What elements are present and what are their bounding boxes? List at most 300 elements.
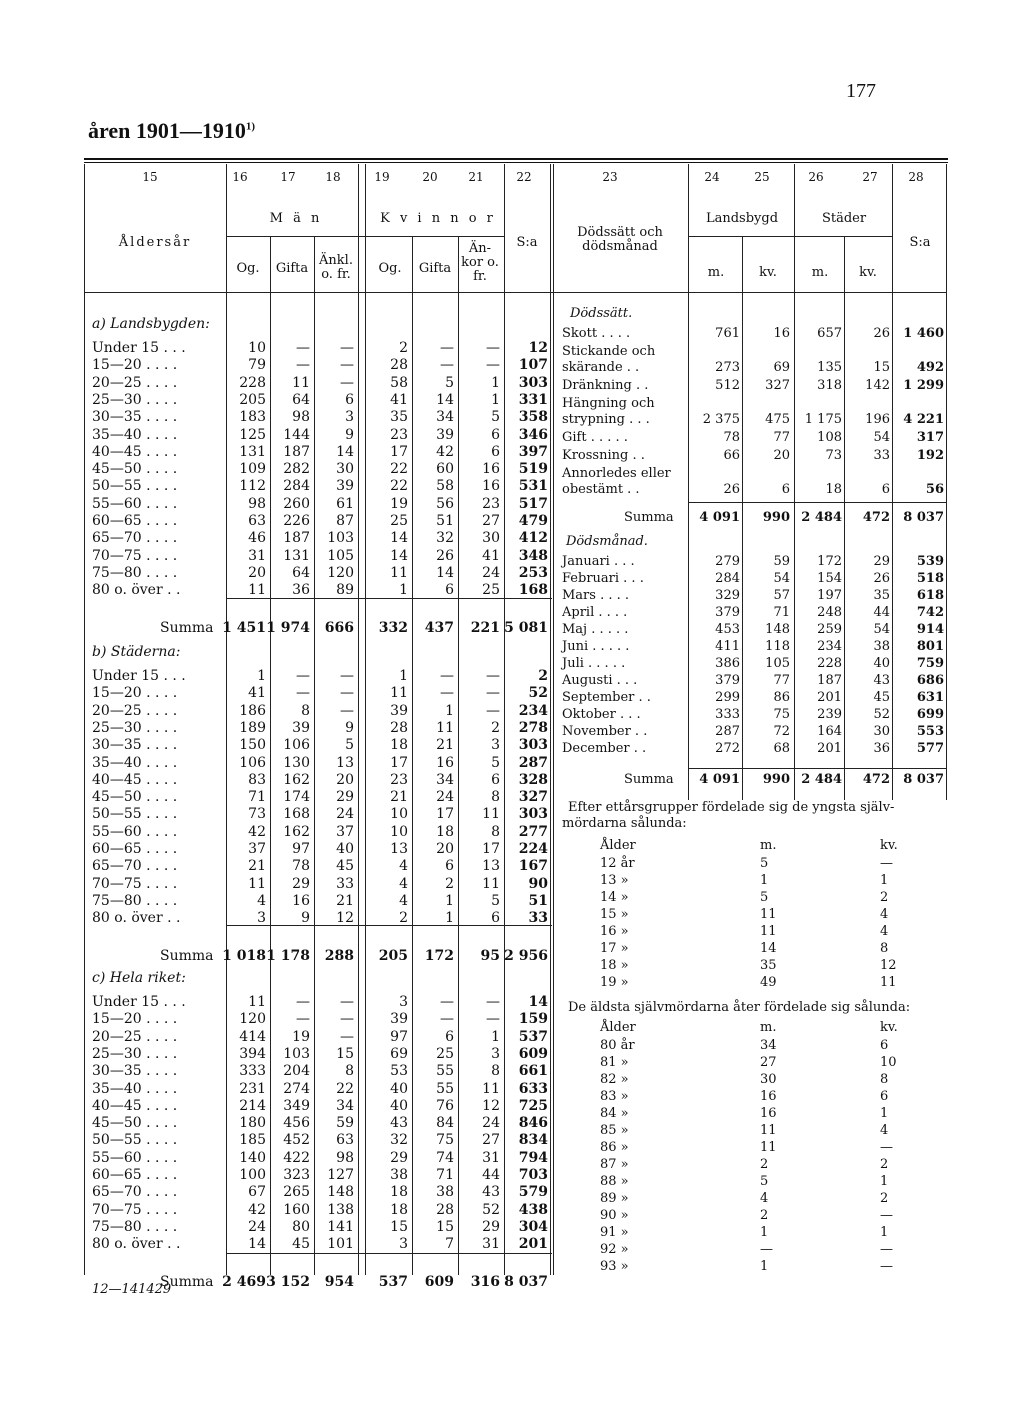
month-value: 71: [773, 605, 790, 620]
cell-value: 97: [390, 1028, 408, 1045]
cell-value: 36: [292, 582, 310, 599]
month-label: November . .: [562, 724, 648, 739]
grid-vline: [946, 164, 947, 800]
cell-value: —: [340, 374, 354, 391]
old-cell: 80 år: [600, 1038, 635, 1053]
cell-value: 109: [239, 461, 266, 478]
cell-value: 703: [518, 1167, 548, 1183]
young-cell: 5: [760, 890, 769, 905]
dodssatt-value: 761: [715, 326, 740, 341]
cell-value: 187: [283, 530, 310, 547]
cell-value: 140: [239, 1149, 266, 1166]
cell-value: 98: [336, 1149, 354, 1166]
cell-value: 45: [292, 1236, 310, 1253]
cell-value: 71: [436, 1167, 454, 1183]
dodssatt-value: 318: [817, 378, 842, 393]
age-label: Under 15 . . .: [92, 340, 186, 356]
summa-label: Summa: [624, 510, 674, 525]
dodssatt-value: 66: [723, 448, 740, 463]
cell-value: 517: [518, 495, 548, 512]
header-man: M ä n: [269, 211, 323, 226]
month-value: 379: [715, 605, 740, 620]
cell-value: 167: [518, 858, 548, 875]
cell-value: 11: [248, 994, 266, 1010]
cell-value: —: [486, 340, 500, 356]
cell-value: 10: [390, 806, 408, 823]
cell-value: 358: [518, 409, 548, 426]
dodssatt-value: 78: [723, 430, 740, 445]
month-value: 539: [916, 554, 944, 569]
cell-value: 16: [292, 892, 310, 909]
cell-value: 422: [283, 1149, 310, 1166]
cell-value: 6: [445, 1028, 454, 1045]
column-number: 24: [704, 170, 720, 184]
cell-value: —: [486, 994, 500, 1010]
table-row: [0, 1011, 560, 1028]
cell-value: 43: [482, 1184, 500, 1201]
cell-value: 21: [248, 858, 266, 875]
month-value: 686: [916, 673, 944, 688]
table-row: [0, 755, 560, 772]
section-title: c) Hela riket:: [92, 970, 186, 986]
cell-value: 29: [336, 789, 354, 806]
cell-value: 6: [445, 582, 454, 599]
cell-value: 8: [491, 789, 500, 806]
cell-value: 6: [491, 426, 500, 443]
cell-value: 46: [248, 530, 266, 547]
age-label: 20—25 . . . .: [92, 702, 178, 719]
young-cell: 1: [880, 873, 889, 888]
cell-value: 6: [491, 771, 500, 788]
cell-value: 274: [283, 1080, 310, 1097]
column-number: 19: [374, 170, 390, 184]
young-cell: 18 »: [600, 958, 629, 973]
cell-value: 452: [283, 1132, 310, 1149]
cell-value: 234: [518, 702, 548, 719]
column-number: 18: [325, 170, 341, 184]
cell-value: 11: [482, 806, 500, 823]
dodssatt-label: obestämt . .: [562, 482, 640, 497]
cell-value: 24: [482, 564, 500, 581]
month-value: 299: [715, 690, 740, 705]
dodssatt-label: Stickande och: [562, 344, 656, 359]
summa-value: 472: [862, 510, 890, 525]
header-ankor: Än- kor o. fr.: [461, 241, 499, 284]
young-cell: 2: [880, 890, 889, 905]
cell-value: 27: [482, 1132, 500, 1149]
table-row: [0, 1167, 560, 1184]
grid-vline: [844, 236, 845, 800]
young-cell: 8: [880, 941, 889, 956]
month-value: 68: [773, 741, 790, 756]
cell-value: 39: [336, 478, 354, 495]
dodssatt-value: 20: [773, 448, 790, 463]
cell-value: 5: [345, 737, 354, 754]
cell-value: 100: [239, 1167, 266, 1183]
cell-value: 12: [482, 1097, 500, 1114]
month-value: 386: [715, 656, 740, 671]
cell-value: 42: [248, 1201, 266, 1218]
cell-value: 519: [518, 461, 548, 478]
old-cell: 1: [880, 1174, 889, 1189]
cell-value: 21: [436, 737, 454, 754]
cell-value: 60: [436, 461, 454, 478]
cell-value: 412: [518, 530, 548, 547]
month-label: Januari . . .: [562, 554, 635, 569]
cell-value: 22: [390, 478, 408, 495]
cell-value: —: [486, 1011, 500, 1028]
cell-value: 131: [239, 443, 266, 460]
old-header: kv.: [880, 1020, 898, 1035]
cell-value: —: [340, 1028, 354, 1045]
cell-value: 34: [336, 1097, 354, 1114]
cell-value: 74: [436, 1149, 454, 1166]
sum-value: 1 178: [266, 947, 310, 964]
table-row: [0, 1150, 560, 1167]
cell-value: 51: [436, 513, 454, 529]
cell-value: 28: [390, 719, 408, 736]
column-number: 17: [280, 170, 296, 184]
cell-value: 29: [390, 1149, 408, 1166]
month-value: 154: [817, 571, 842, 586]
dodssatt-label: Krossning . .: [562, 448, 645, 463]
cell-value: 8: [491, 823, 500, 840]
month-value: 287: [715, 724, 740, 739]
cell-value: 51: [528, 892, 548, 909]
sum-value: 2 956: [504, 947, 548, 964]
age-label: 65—70 . . . .: [92, 1184, 178, 1201]
old-cell: 90 »: [600, 1208, 629, 1223]
old-cell: 11: [760, 1140, 777, 1155]
cell-value: 633: [518, 1080, 548, 1097]
cell-value: 1: [257, 668, 266, 684]
cell-value: 78: [292, 858, 310, 875]
header-gifta: Gifta: [275, 261, 309, 276]
cell-value: 14: [248, 1236, 266, 1253]
cell-value: 76: [436, 1097, 454, 1114]
month-value: 259: [817, 622, 842, 637]
cell-value: 138: [327, 1201, 354, 1218]
dodssatt-label: strypning . . .: [562, 412, 650, 427]
old-cell: 82 »: [600, 1072, 629, 1087]
cell-value: 41: [248, 685, 266, 702]
table-row: [0, 340, 560, 357]
cell-value: 98: [292, 409, 310, 426]
cell-value: 17: [390, 754, 408, 771]
cell-value: —: [486, 685, 500, 702]
cell-value: 1: [399, 668, 408, 684]
month-value: 45: [873, 690, 890, 705]
table-row: [0, 392, 560, 409]
age-label: 50—55 . . . .: [92, 806, 178, 823]
cell-value: 23: [482, 495, 500, 512]
sum-row: [0, 948, 560, 965]
cell-value: 40: [390, 1080, 408, 1097]
cell-value: 52: [482, 1201, 500, 1218]
sum-value: 2 469: [222, 1273, 266, 1290]
dodssatt-title: Dödssätt.: [570, 306, 633, 321]
sum-value: 5 081: [504, 619, 548, 636]
old-cell: 85 »: [600, 1123, 629, 1138]
sum-value: 172: [424, 947, 454, 964]
cell-value: 42: [248, 823, 266, 840]
table-row: [0, 1081, 560, 1098]
table-row: [0, 685, 560, 702]
cell-value: 11: [248, 875, 266, 892]
month-label: Juni . . . . .: [562, 639, 630, 654]
cell-value: 24: [482, 1115, 500, 1132]
cell-value: 180: [239, 1115, 266, 1132]
month-value: 272: [715, 741, 740, 756]
cell-value: 20: [336, 771, 354, 788]
table-row: [0, 1063, 560, 1080]
column-number: 23: [602, 170, 618, 184]
dodssatt-value: 26: [723, 482, 740, 497]
month-value: 72: [773, 724, 790, 739]
cell-value: 127: [327, 1167, 354, 1183]
cell-value: 6: [345, 391, 354, 408]
cell-value: 125: [239, 426, 266, 443]
sum-label: Summa: [160, 947, 214, 964]
table-row: [0, 668, 560, 685]
table-row: [0, 1202, 560, 1219]
month-value: 411: [715, 639, 740, 654]
cell-value: 32: [390, 1132, 408, 1149]
old-cell: 6: [880, 1089, 889, 1104]
cell-value: 20: [436, 841, 454, 857]
month-label: September . .: [562, 690, 651, 705]
month-value: 30: [873, 724, 890, 739]
table-row: [0, 1046, 560, 1063]
column-number: 15: [142, 170, 158, 184]
cell-value: 186: [239, 702, 266, 719]
cell-value: 53: [390, 1063, 408, 1080]
cell-value: —: [440, 340, 454, 356]
cell-value: 6: [445, 858, 454, 875]
page-number: 177: [846, 80, 876, 102]
cell-value: 479: [518, 513, 548, 529]
cell-value: 661: [518, 1063, 548, 1080]
age-label: 35—40 . . . .: [92, 754, 178, 771]
cell-value: 90: [528, 875, 548, 892]
young-cell: 15 »: [600, 907, 629, 922]
cell-value: —: [340, 357, 354, 374]
cell-value: 14: [390, 530, 408, 547]
cell-value: 14: [436, 564, 454, 581]
table-row: [0, 1236, 560, 1253]
summa-label: Summa: [624, 772, 674, 787]
cell-value: —: [340, 994, 354, 1010]
cell-value: 303: [518, 737, 548, 754]
cell-value: 18: [390, 1184, 408, 1201]
summa-value: 4 091: [699, 510, 740, 525]
young-cell: 13 »: [600, 873, 629, 888]
month-value: 379: [715, 673, 740, 688]
old-cell: 6: [880, 1038, 889, 1053]
cell-value: 9: [345, 426, 354, 443]
dodssatt-value: 69: [773, 360, 790, 375]
cell-value: —: [296, 340, 310, 356]
header-aldersar: Åldersår: [118, 235, 192, 250]
cell-value: 282: [283, 461, 310, 478]
cell-value: 10: [390, 823, 408, 840]
cell-value: 3: [399, 994, 408, 1010]
cell-value: 25: [482, 582, 500, 599]
cell-value: 31: [482, 1149, 500, 1166]
cell-value: 34: [436, 771, 454, 788]
cell-value: 304: [518, 1218, 548, 1235]
cell-value: 141: [327, 1218, 354, 1235]
sum-value: 954: [324, 1273, 354, 1290]
young-cell: 11: [760, 924, 777, 939]
cell-value: —: [486, 668, 500, 684]
column-number: 26: [808, 170, 824, 184]
cell-value: —: [296, 685, 310, 702]
cell-value: 31: [482, 1236, 500, 1253]
cell-value: 39: [436, 426, 454, 443]
age-label: 65—70 . . . .: [92, 530, 178, 547]
month-value: 36: [873, 741, 890, 756]
age-label: 60—65 . . . .: [92, 513, 178, 529]
cell-value: 531: [518, 478, 548, 495]
cell-value: 189: [239, 719, 266, 736]
cell-value: 38: [436, 1184, 454, 1201]
old-cell: 88 »: [600, 1174, 629, 1189]
dodssatt-value: 15: [873, 360, 890, 375]
cell-value: 14: [528, 994, 548, 1010]
table-row: [0, 910, 560, 927]
cell-value: 58: [390, 374, 408, 391]
old-cell: 81 »: [600, 1055, 629, 1070]
dodssatt-label: Dränkning . .: [562, 378, 649, 393]
month-label: Februari . . .: [562, 571, 644, 586]
dodssatt-label: Skott . . . .: [562, 326, 631, 341]
grid-hline: [84, 292, 946, 293]
young-header: Ålder: [600, 838, 636, 853]
cell-value: 11: [482, 1080, 500, 1097]
cell-value: 185: [239, 1132, 266, 1149]
month-value: 29: [873, 554, 890, 569]
cell-value: 1: [491, 1028, 500, 1045]
old-cell: 30: [760, 1072, 777, 1087]
header-landsbygd-kv: kv.: [759, 265, 777, 280]
month-value: 54: [773, 571, 790, 586]
header-stader-m: m.: [811, 265, 829, 280]
young-cell: 49: [760, 975, 777, 990]
cell-value: 41: [390, 391, 408, 408]
table-row: [0, 893, 560, 910]
cell-value: 58: [436, 478, 454, 495]
cell-value: 214: [239, 1097, 266, 1114]
cell-value: 1: [445, 910, 454, 927]
cell-value: 120: [327, 564, 354, 581]
cell-value: 11: [248, 582, 266, 599]
month-value: 329: [715, 588, 740, 603]
table-row: [0, 513, 560, 530]
age-label: 55—60 . . . .: [92, 495, 178, 512]
cell-value: 8: [345, 1063, 354, 1080]
sum-value: 205: [378, 947, 408, 964]
old-cell: 5: [760, 1174, 769, 1189]
age-label: 35—40 . . . .: [92, 1080, 178, 1097]
sum-value: 437: [424, 619, 454, 636]
dodssatt-value: 18: [825, 482, 842, 497]
month-label: December . .: [562, 741, 647, 756]
section-title: b) Städerna:: [92, 644, 181, 660]
month-value: 553: [916, 724, 944, 739]
grid-hline: [688, 768, 946, 769]
old-cell: 92 »: [600, 1242, 629, 1257]
dodssatt-value: 196: [865, 412, 890, 427]
cell-value: 55: [436, 1080, 454, 1097]
young-cell: 12: [880, 958, 897, 973]
young-cell: 11: [880, 975, 897, 990]
young-cell: 5: [760, 856, 769, 871]
month-value: 234: [817, 639, 842, 654]
cell-value: 29: [482, 1218, 500, 1235]
cell-value: 438: [518, 1201, 548, 1218]
cell-value: 37: [336, 823, 354, 840]
month-label: Juli . . . . .: [562, 656, 626, 671]
age-label: 30—35 . . . .: [92, 1063, 178, 1080]
table-row: [0, 409, 560, 426]
cell-value: 3: [345, 409, 354, 426]
header-ankl: Änkl. o. fr.: [319, 253, 353, 282]
cell-value: 11: [482, 875, 500, 892]
month-label: Mars . . . .: [562, 588, 630, 603]
top-rule-thin: [84, 162, 948, 163]
cell-value: —: [340, 685, 354, 702]
cell-value: 265: [283, 1184, 310, 1201]
cell-value: 97: [292, 841, 310, 857]
cell-value: 75: [436, 1132, 454, 1149]
month-label: Augusti . . .: [562, 673, 638, 688]
old-cell: 34: [760, 1038, 777, 1053]
old-cell: —: [880, 1208, 893, 1223]
table-row: [0, 582, 560, 599]
cell-value: 55: [436, 1063, 454, 1080]
header-kvinnor: K v i n n o r: [380, 211, 496, 226]
dodssatt-value: 1 460: [903, 326, 944, 341]
young-cell: 14: [760, 941, 777, 956]
cell-value: 24: [336, 806, 354, 823]
old-cell: 91 »: [600, 1225, 629, 1240]
cell-value: 105: [327, 547, 354, 564]
cell-value: 7: [445, 1236, 454, 1253]
young-text: mördarna sålunda:: [562, 816, 687, 831]
cell-value: 1: [491, 374, 500, 391]
summa-value: 8 037: [903, 772, 944, 787]
dodssatt-value: 317: [916, 430, 944, 445]
sum-value: 221: [470, 619, 500, 636]
cell-value: 61: [336, 495, 354, 512]
sum-value: 332: [378, 619, 408, 636]
cell-value: 18: [390, 1201, 408, 1218]
young-cell: 19 »: [600, 975, 629, 990]
month-label: April . . . .: [562, 605, 628, 620]
month-value: 759: [916, 656, 944, 671]
old-cell: 2: [880, 1157, 889, 1172]
cell-value: 24: [436, 789, 454, 806]
table-row: [0, 824, 560, 841]
header-gifta2: Gifta: [418, 261, 452, 276]
sum-row: [0, 1274, 560, 1291]
age-label: 15—20 . . . .: [92, 357, 178, 374]
cell-value: 168: [283, 806, 310, 823]
cell-value: 10: [248, 340, 266, 356]
cell-value: 537: [518, 1028, 548, 1045]
cell-value: 40: [390, 1097, 408, 1114]
